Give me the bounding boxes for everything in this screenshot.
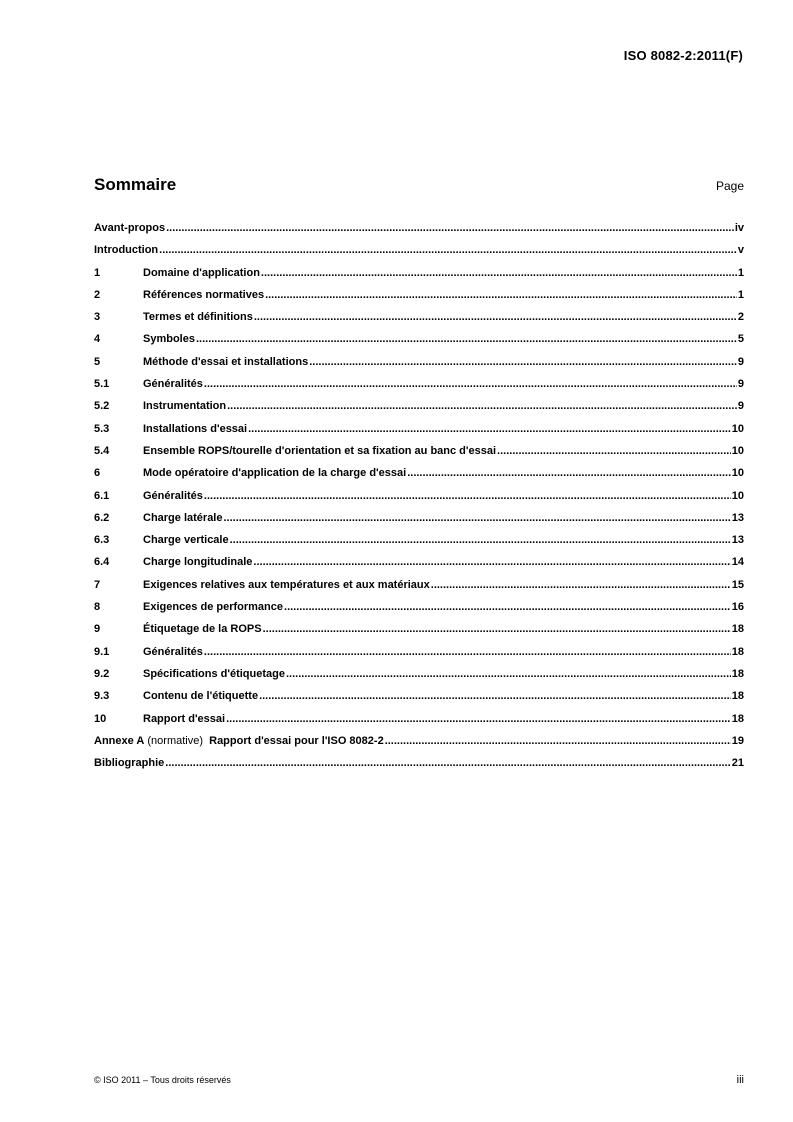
annex-title: Rapport d'essai pour l'ISO 8082-2 — [209, 734, 384, 747]
toc-entry-title: Instrumentation — [143, 400, 227, 413]
page-number: iii — [736, 1074, 744, 1086]
toc-entry-page: 5 — [737, 333, 744, 346]
toc-entry[interactable] — [94, 646, 744, 668]
toc-entry[interactable] — [94, 713, 744, 735]
document-id: ISO 8082-2:2011(F) — [623, 48, 743, 63]
toc-entry-page: 18 — [731, 623, 744, 636]
toc-entry-page: 14 — [731, 556, 744, 569]
toc-entry-number: 9.1 — [94, 645, 110, 658]
toc-entry[interactable] — [94, 623, 744, 645]
toc-entry[interactable] — [94, 378, 744, 400]
dot-leader — [385, 735, 731, 747]
toc-entry[interactable] — [94, 668, 744, 690]
dot-leader — [165, 757, 730, 769]
toc-entry-page: 10 — [731, 444, 744, 457]
table-of-contents — [94, 222, 744, 779]
toc-entry[interactable] — [94, 267, 744, 289]
toc-entry-number: 5.2 — [94, 400, 110, 413]
toc-entry-page: 10 — [731, 422, 744, 435]
toc-entry[interactable] — [94, 735, 744, 757]
toc-entry-title: Installations d'essai — [143, 422, 248, 435]
toc-entry-number: 6.4 — [94, 556, 110, 569]
toc-entry-title: Charge latérale — [143, 511, 223, 524]
toc-entry-title — [94, 735, 384, 747]
dot-leader — [497, 445, 731, 457]
toc-entry-title: Généralités — [143, 378, 203, 391]
toc-entry-page: 18 — [731, 667, 744, 680]
toc-entry-title: Avant-propos — [94, 222, 166, 234]
toc-entry-page: iv — [734, 222, 744, 234]
toc-entry-page: 15 — [731, 578, 744, 591]
annex-type: (normative) — [144, 734, 210, 747]
dot-leader — [261, 267, 737, 279]
toc-entry-title: Méthode d'essai et installations — [143, 355, 309, 368]
toc-entry-page: 18 — [731, 690, 744, 703]
toc-entry-title: Charge verticale — [143, 534, 229, 547]
toc-entry[interactable] — [94, 579, 744, 601]
toc-entry-number: 5.4 — [94, 444, 110, 457]
toc-entry-page: v — [737, 244, 744, 257]
dot-leader — [309, 356, 737, 368]
toc-entry[interactable] — [94, 534, 744, 556]
dot-leader — [253, 556, 730, 568]
dot-leader — [166, 222, 734, 234]
toc-entry-page: 9 — [737, 355, 744, 368]
toc-entry-number: 6 — [94, 467, 101, 480]
toc-entry[interactable] — [94, 757, 744, 779]
dot-leader — [431, 579, 731, 591]
dot-leader — [284, 601, 731, 613]
toc-entry-title: Charge longitudinale — [143, 556, 253, 569]
toc-entry-number: 5.1 — [94, 378, 110, 391]
dot-leader — [226, 713, 731, 725]
dot-leader — [196, 333, 737, 345]
toc-entry-number: 6.3 — [94, 534, 110, 547]
toc-entry-title: Ensemble ROPS/tourelle d'orientation et sa fixation au banc d'essai — [143, 444, 497, 457]
toc-entry[interactable] — [94, 690, 744, 712]
toc-entry-title: Contenu de l'étiquette — [143, 690, 259, 703]
toc-entry[interactable] — [94, 289, 744, 311]
dot-leader — [259, 690, 731, 702]
dot-leader — [204, 378, 737, 390]
dot-leader — [204, 646, 731, 658]
toc-entry[interactable] — [94, 556, 744, 578]
toc-entry-number: 10 — [94, 712, 107, 725]
toc-entry-page: 18 — [731, 645, 744, 658]
toc-entry-number: 9.3 — [94, 690, 110, 703]
toc-entry-title: Généralités — [143, 645, 203, 658]
toc-entry[interactable] — [94, 512, 744, 534]
dot-leader — [159, 244, 737, 256]
dot-leader — [227, 400, 737, 412]
toc-entry-page: 13 — [731, 511, 744, 524]
toc-entry-number: 7 — [94, 578, 101, 591]
toc-entry-page: 19 — [731, 734, 744, 747]
dot-leader — [248, 423, 731, 435]
toc-entry-number: 8 — [94, 601, 101, 614]
toc-entry[interactable] — [94, 333, 744, 355]
toc-entry[interactable] — [94, 356, 744, 378]
toc-entry-title: Rapport d'essai — [143, 712, 226, 725]
toc-entry-page: 21 — [731, 757, 744, 770]
toc-entry-number: 4 — [94, 333, 101, 346]
annex-label: Annexe A — [94, 734, 145, 747]
dot-leader — [254, 311, 737, 323]
toc-entry-number: 6.2 — [94, 511, 110, 524]
toc-entry[interactable] — [94, 311, 744, 333]
dot-leader — [223, 512, 730, 524]
toc-entry-title: Bibliographie — [94, 757, 165, 770]
toc-entry-page: 10 — [731, 489, 744, 502]
toc-entry[interactable] — [94, 222, 744, 244]
toc-entry[interactable] — [94, 423, 744, 445]
toc-entry-title: Exigences de performance — [143, 601, 284, 614]
toc-entry-page: 1 — [737, 288, 744, 301]
toc-entry-page: 18 — [731, 712, 744, 725]
toc-entry-page: 2 — [737, 311, 744, 324]
toc-entry-number: 3 — [94, 311, 101, 324]
toc-entry-title: Références normatives — [143, 288, 265, 301]
toc-entry[interactable] — [94, 244, 744, 266]
dot-leader — [286, 668, 731, 680]
toc-entry-page: 16 — [731, 601, 744, 614]
toc-entry[interactable] — [94, 601, 744, 623]
toc-entry-title: Termes et définitions — [143, 311, 253, 324]
toc-entry-number: 6.1 — [94, 489, 110, 502]
dot-leader — [204, 490, 731, 502]
toc-entry-number: 1 — [94, 266, 101, 279]
toc-entry-number: 9.2 — [94, 667, 110, 680]
toc-entry-title: Mode opératoire d'application de la charge d'essai — [143, 467, 407, 480]
toc-entry-page: 1 — [737, 266, 744, 279]
toc-entry[interactable] — [94, 445, 744, 467]
toc-entry-title: Introduction — [94, 244, 159, 257]
toc-entry-number: 9 — [94, 623, 101, 636]
copyright-notice: © ISO 2011 – Tous droits réservés — [94, 1075, 231, 1085]
toc-entry-page: 9 — [737, 400, 744, 413]
toc-entry-title: Symboles — [143, 333, 195, 346]
toc-entry-number: 5.3 — [94, 422, 110, 435]
toc-entry[interactable] — [94, 490, 744, 512]
toc-entry-page: 9 — [737, 378, 744, 391]
dot-leader — [407, 467, 731, 479]
toc-entry-number: 5 — [94, 355, 101, 368]
toc-entry[interactable] — [94, 400, 744, 422]
toc-entry-number: 2 — [94, 288, 101, 301]
page-footer — [94, 1074, 744, 1086]
toc-page-column-label: Page — [715, 179, 744, 193]
toc-entry-page: 10 — [731, 467, 744, 480]
toc-title: Sommaire — [94, 175, 177, 194]
toc-entry-title: Généralités — [143, 489, 203, 502]
toc-entry-title: Spécifications d'étiquetage — [143, 667, 285, 680]
toc-header — [94, 175, 744, 195]
dot-leader — [263, 623, 731, 635]
dot-leader — [265, 289, 737, 301]
toc-entry-title: Domaine d'application — [143, 266, 260, 279]
toc-entry-page: 13 — [731, 534, 744, 547]
toc-entry-title: Étiquetage de la ROPS — [143, 623, 262, 636]
dot-leader — [230, 534, 731, 546]
toc-entry[interactable] — [94, 467, 744, 489]
toc-entry-title: Exigences relatives aux températures et aux matériaux — [143, 578, 430, 591]
